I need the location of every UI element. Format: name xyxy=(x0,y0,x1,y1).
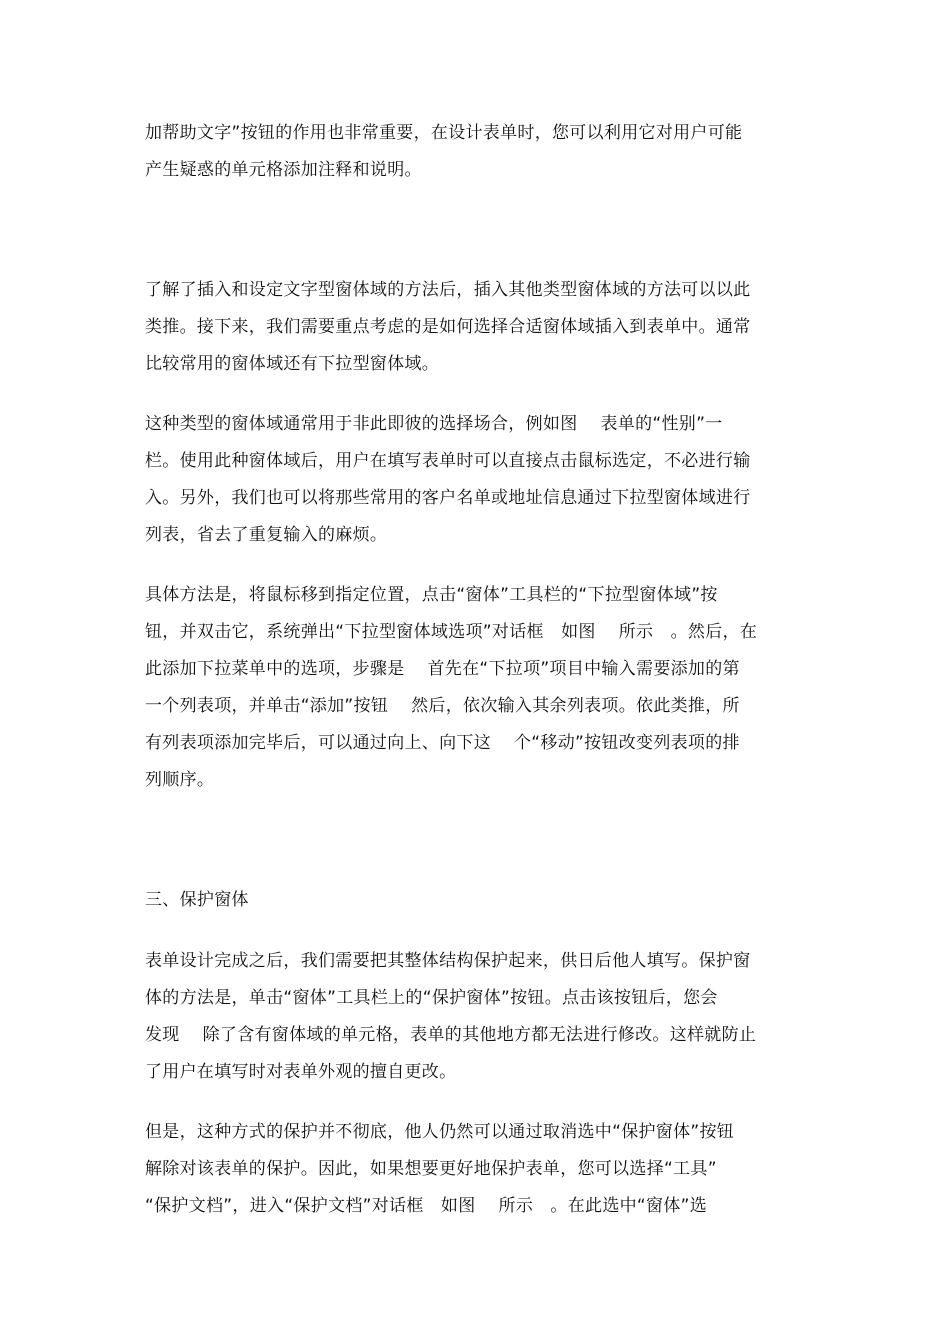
text-line: 类推。接下来，我们需要重点考虑的是如何选择合适窗体域插入到表单中。通常 xyxy=(145,317,751,337)
text-line: 列表，省去了重复输入的麻烦。 xyxy=(145,525,388,545)
text-line: 表单设计完成之后，我们需要把其整体结构保护起来，供日后他人填写。保护窗 xyxy=(145,951,751,971)
text-line: 比较常用的窗体域还有下拉型窗体域。 xyxy=(145,354,440,374)
text-line: 此添加下拉菜单中的选项，步骤是 首先在“下拉项”项目中输入需要添加的第 xyxy=(145,659,740,679)
text-line: 列顺序。 xyxy=(145,770,215,790)
text-line: 有列表项添加完毕后，可以通过向上、向下这 个“移动”按钮改变列表项的排 xyxy=(145,733,740,753)
text-line: “保护文档”，进入“保护文档”对话框 如图 所示 。在此选中“窗体”选 xyxy=(145,1196,708,1216)
text-line: 解除对该表单的保护。因此，如果想要更好地保护表单，您可以选择“工具” xyxy=(145,1159,717,1179)
text-line: 一个列表项，并单击“添加”按钮 然后，依次输入其余列表项。依此类推，所 xyxy=(145,696,740,716)
text-line: 具体方法是，将鼠标移到指定位置，点击“窗体”工具栏的“下拉型窗体域”按 xyxy=(145,585,718,605)
text-line: 产生疑惑的单元格添加注释和说明。 xyxy=(145,160,422,180)
text-line: 了解了插入和设定文字型窗体域的方法后，插入其他类型窗体域的方法可以以此 xyxy=(145,280,751,300)
text-line: 发现 除了含有窗体域的单元格，表单的其他地方都无法进行修改。这样就防止 xyxy=(145,1025,757,1045)
text-line: 入。另外，我们也可以将那些常用的客户名单或地址信息通过下拉型窗体域进行 xyxy=(145,488,751,508)
text-line: 了用户在填写时对表单外观的擅自更改。 xyxy=(145,1062,457,1082)
text-line: 但是，这种方式的保护并不彻底，他人仍然可以通过取消选中“保护窗体”按钮 xyxy=(145,1122,735,1142)
section-heading: 三、保护窗体 xyxy=(145,890,249,910)
text-line: 钮，并双击它，系统弹出“下拉型窗体域选项”对话框 如图 所示 。然后，在 xyxy=(145,622,758,642)
text-line: 加帮助文字”按钮的作用也非常重要，在设计表单时，您可以利用它对用户可能 xyxy=(145,123,743,143)
text-line: 栏。使用此种窗体域后，用户在填写表单时可以直接点击鼠标选定，不必进行输 xyxy=(145,451,751,471)
text-line: 这种类型的窗体域通常用于非此即彼的选择场合，例如图 表单的“性别”一 xyxy=(145,414,723,434)
text-line: 体的方法是，单击“窗体”工具栏上的“保护窗体”按钮。点击该按钮后，您会 xyxy=(145,988,718,1008)
